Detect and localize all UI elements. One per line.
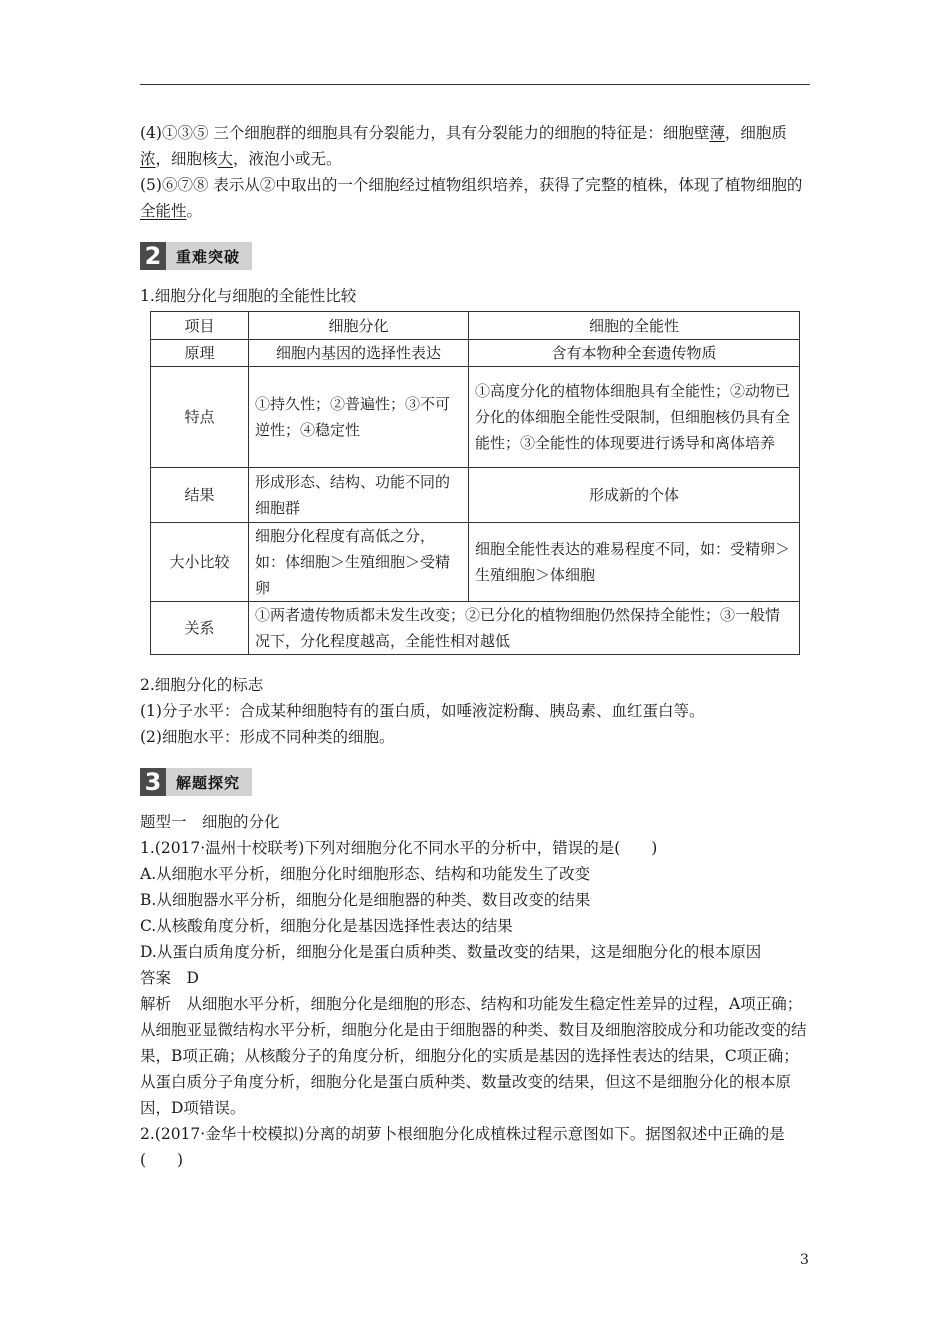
header-cell: 细胞分化 <box>249 312 469 340</box>
section-header-3 <box>140 768 252 796</box>
marker-section <box>140 672 812 750</box>
table-cell: ①持久性；②普遍性；③不可逆性；④稳定性 <box>249 367 469 468</box>
row-label: 关系 <box>151 602 249 655</box>
option-c: C.从核酸角度分析，细胞分化是基因选择性表达的结果 <box>140 917 513 935</box>
section-header-2 <box>140 242 252 270</box>
option-a: A.从细胞水平分析，细胞分化时细胞形态、结构和功能发生了改变 <box>140 865 591 883</box>
marker-line: (1)分子水平：合成某种细胞特有的蛋白质，如唾液淀粉酶、胰岛素、血红蛋白等。 <box>140 702 705 720</box>
problem-type-title: 题型一 细胞的分化 <box>140 813 280 831</box>
problems <box>140 809 812 1173</box>
table-cell: 形成新的个体 <box>469 468 800 523</box>
comparison-table <box>150 311 800 655</box>
marker-heading: 2.细胞分化的标志 <box>140 676 264 694</box>
table-cell: 形成形态、结构、功能不同的细胞群 <box>249 468 469 523</box>
table-cell: 细胞全能性表达的难易程度不同，如：受精卵＞生殖细胞＞体细胞 <box>469 523 800 602</box>
answer: 答案 D <box>140 969 199 987</box>
table-cell: 细胞分化程度有高低之分，如：体细胞＞生殖细胞＞受精卵 <box>249 523 469 602</box>
top-paragraphs <box>140 120 812 224</box>
table-header-row <box>151 312 800 340</box>
header-rule <box>140 84 810 85</box>
table-row <box>151 602 800 655</box>
table-row <box>151 468 800 523</box>
analysis: 解析 从细胞水平分析，细胞分化是细胞的形态、结构和功能发生稳定性差异的过程，A项正确；从细胞亚显微结构水平分析，细胞分化是由于细胞器的种类、数目及细胞溶胶成分和功能改变的结果，B项正确；从核酸分子的角度分析，细胞分化的实质是基因的选择性表达的结果，C项正确；从蛋白质分子角度分析，细胞分化是蛋白质种类、数量改变的结果，但这不是细胞分化的根本原因，D项错误。 <box>140 995 807 1117</box>
row-label: 特点 <box>151 367 249 468</box>
header-cell: 项目 <box>151 312 249 340</box>
compare-heading: 1.细胞分化与细胞的全能性比较 <box>140 287 357 305</box>
table-cell: ①高度分化的植物体细胞具有全能性；②动物已分化的体细胞全能性受限制，但细胞核仍具有全能性；③全能性的体现要进行诱导和离体培养 <box>469 367 800 468</box>
underlined-answer: 薄 <box>709 124 725 142</box>
question-1: 1.(2017·温州十校联考)下列对细胞分化不同水平的分析中，错误的是( ) <box>140 839 658 857</box>
underlined-answer: 全能性 <box>140 202 187 220</box>
table-cell: ①两者遗传物质都未发生改变；②已分化的植物细胞仍然保持全能性；③一般情况下，分化程度越高，全能性相对越低 <box>249 602 800 655</box>
section-number: 3 <box>140 768 166 796</box>
question-2: 2.(2017·金华十校模拟)分离的胡萝卜根细胞分化成植株过程示意图如下。据图叙述中正确的是( ) <box>140 1125 785 1169</box>
table-cell: 细胞内基因的选择性表达 <box>249 340 469 367</box>
table-row <box>151 340 800 367</box>
section-title: 重难突破 <box>166 242 252 270</box>
row-label: 大小比较 <box>151 523 249 602</box>
row-label: 原理 <box>151 340 249 367</box>
paragraph-4: (4)①③⑤ 三个细胞群的细胞具有分裂能力，具有分裂能力的细胞的特征是：细胞壁薄，细胞质浓，细胞核大，液泡小或无。 <box>140 124 787 168</box>
section-title: 解题探究 <box>166 768 252 796</box>
underlined-answer: 浓 <box>140 150 156 168</box>
marker-line: (2)细胞水平：形成不同种类的细胞。 <box>140 728 395 746</box>
underlined-answer: 大 <box>217 150 234 168</box>
option-d: D.从蛋白质角度分析，细胞分化是蛋白质种类、数量改变的结果，这是细胞分化的根本原因 <box>140 943 762 961</box>
table-row <box>151 523 800 602</box>
page-number: 3 <box>800 1252 809 1268</box>
table-row <box>151 367 800 468</box>
table-cell: 含有本物种全套遗传物质 <box>469 340 800 367</box>
paragraph-5: (5)⑥⑦⑧ 表示从②中取出的一个细胞经过植物组织培养，获得了完整的植株，体现了植物细胞的全能性。 <box>140 176 803 220</box>
header-cell: 细胞的全能性 <box>469 312 800 340</box>
row-label: 结果 <box>151 468 249 523</box>
section-number: 2 <box>140 242 166 270</box>
option-b: B.从细胞器水平分析，细胞分化是细胞器的种类、数目改变的结果 <box>140 891 591 909</box>
